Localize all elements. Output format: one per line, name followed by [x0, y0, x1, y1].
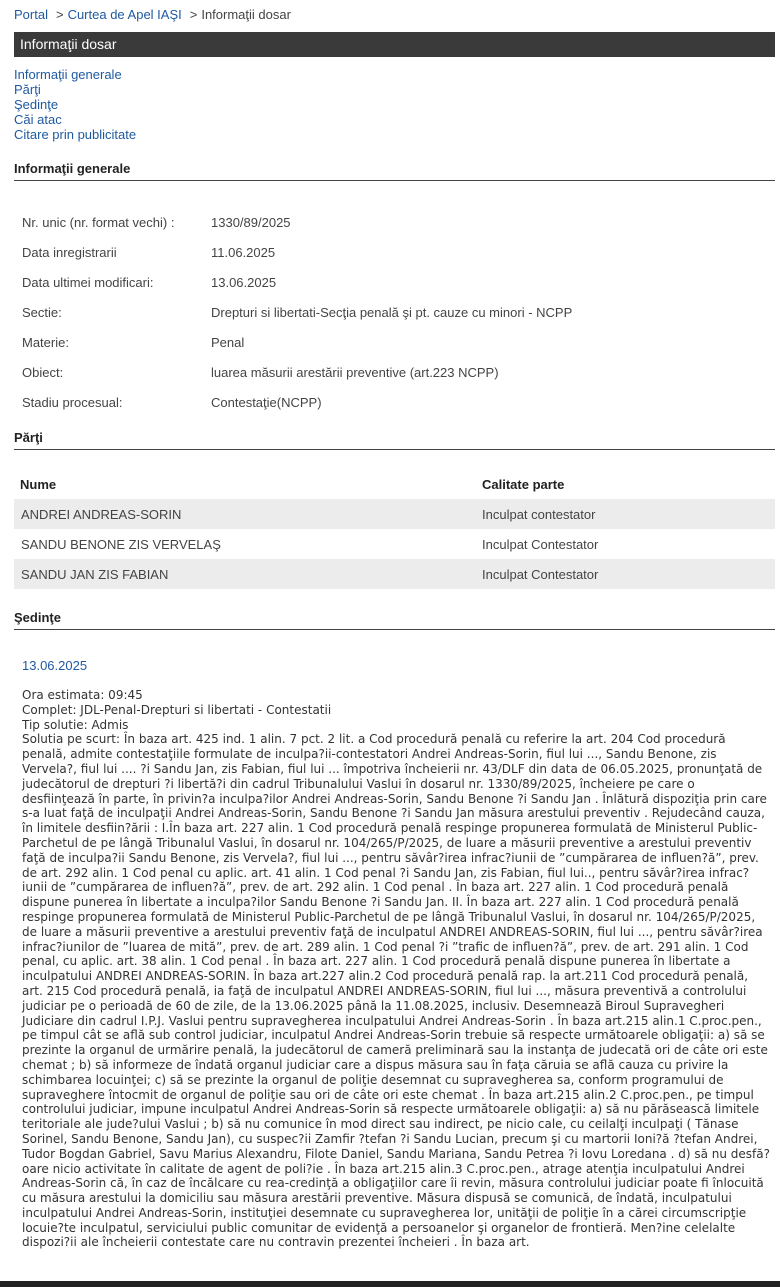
- nav-link-citare-publicitate[interactable]: Citare prin publicitate: [14, 127, 137, 142]
- hearing-time: Ora estimata: 09:45: [22, 688, 143, 702]
- hearing-details: [22, 688, 770, 1250]
- breadcrumb-separator: >: [189, 7, 198, 22]
- breadcrumb-portal-link[interactable]: Portal: [14, 7, 48, 22]
- bottom-bar: [0, 1281, 780, 1287]
- section-heading-informatii-generale: Informaţii generale: [14, 161, 775, 181]
- info-value: 11.06.2025: [211, 244, 276, 260]
- info-label: Data inregistrarii: [22, 244, 117, 260]
- info-value: Drepturi si libertati-Secţia penală şi pt. cauze cu minori - NCPP: [211, 304, 573, 320]
- section-heading-sedinte: Şedinţe: [14, 610, 775, 630]
- hearing-date-link[interactable]: 13.06.2025: [22, 658, 88, 673]
- table-row: [14, 499, 775, 529]
- info-value: 1330/89/2025: [211, 214, 291, 230]
- info-label: Nr. unic (nr. format vechi) :: [22, 214, 175, 230]
- breadcrumb-current: Informaţii dosar: [201, 7, 291, 22]
- info-row: [22, 237, 762, 267]
- info-value: Contestaţie(NCPP): [211, 394, 322, 410]
- column-header-calitate: Calitate parte: [482, 476, 565, 492]
- info-label: Materie:: [22, 334, 69, 350]
- nav-link-sedinte[interactable]: Şedinţe: [14, 97, 59, 112]
- info-label: Stadiu procesual:: [22, 394, 123, 410]
- section-nav: [14, 67, 136, 142]
- column-header-nume: Nume: [20, 476, 57, 492]
- breadcrumb-separator: >: [55, 7, 64, 22]
- solution-type: Tip solutie: Admis: [22, 717, 129, 732]
- nav-link-cai-atac[interactable]: Căi atac: [14, 112, 62, 127]
- table-row: [14, 559, 775, 589]
- nav-link-informatii-generale[interactable]: Informaţii generale: [14, 67, 122, 82]
- table-header-row: [14, 469, 775, 499]
- info-row: [22, 297, 762, 327]
- info-value: Penal: [211, 334, 245, 350]
- info-label: Obiect:: [22, 364, 64, 380]
- info-row: [22, 357, 762, 387]
- info-value: luarea măsurii arestării preventive (art.223 NCPP): [211, 364, 499, 380]
- info-row: [22, 387, 762, 417]
- hearing-panel: Complet: JDL-Penal-Drepturi si libertati - Contestatii: [22, 702, 332, 717]
- info-row: [22, 207, 762, 237]
- party-name: ANDREI ANDREAS-SORIN: [14, 499, 475, 529]
- info-value: 13.06.2025: [211, 274, 277, 290]
- general-info-table: [22, 207, 762, 417]
- nav-link-parti[interactable]: Părţi: [14, 82, 41, 97]
- page-title: Informaţii dosar: [14, 32, 775, 57]
- info-label: Data ultimei modificari:: [22, 274, 154, 290]
- info-label: Sectie:: [22, 304, 62, 320]
- party-role: Inculpat Contestator: [482, 536, 599, 552]
- info-row: [22, 267, 762, 297]
- breadcrumb-court-link[interactable]: Curtea de Apel IAŞI: [67, 7, 182, 22]
- party-name: SANDU BENONE ZIS VERVELAŞ: [21, 536, 221, 552]
- section-heading-parti: Părţi: [14, 430, 775, 450]
- parti-table: [14, 469, 775, 589]
- breadcrumb: [14, 7, 291, 22]
- party-role: Inculpat Contestator: [475, 559, 775, 589]
- party-role: Inculpat contestator: [475, 499, 775, 529]
- party-name: SANDU JAN ZIS FABIAN: [14, 559, 475, 589]
- info-row: [22, 327, 762, 357]
- table-row: [14, 529, 775, 559]
- solution-summary: Solutia pe scurt: În baza art. 425 ind. 1 alin. 7 pct. 2 lit. a Cod procedură penală cu referire la art. 204 Cod procedură penală, admite contestaţiile formulate de inculpa?ii-contestatori Andrei Andreas-Sorin, fiul lui ..., Sandu Benone, zis Vervela?, fiul lui .... ?i Sandu Jan, zis Fabian, fiul lui ... împotriva încheierii nr. 43/DLF din data de 06.05.2025, pronunţată de judecătorul de drepturi ?i libertă?i din cadrul Tribunalului Vaslui în dosarul nr. 1330/89/2025, încheiere pe care o desfiinţează în parte, în privin?a inculpa?ilor Andrei Andreas-Sorin, Sandu Benone ?i Sandu Jan . Înlătură dispoziţia prin care s-a luat faţă de inculpaţii Andrei Andreas-Sorin, Sandu Benone ?i Sandu Jan măsura arestului preventiv . Rejudecând cauza, în limitele desfiin?ării : I.În baza art. 227 alin. 1 Cod procedură penală respinge propunerea formulată de Ministerul Public-Parchetul de pe lângă Tribunalul Vaslui, în dosarul nr. 104/265/P/2025, de luare a măsurii preventive a arestului preventiv faţă de inculpa?ii Sandu Benone, zis Vervela?, fiul lui ..., pentru săvâr?irea infrac?iunii de ”cumpărarea de influen?ă”, prev. de art. 292 alin. 1 Cod penal cu aplic. art. 41 alin. 1 Cod penal ?i Sandu Jan, zis Fabian, fiul lui.., pentru săvâr?irea infrac?iunii de ”cumpărarea de influen?ă”, prev. de art. 292 alin. 1 Cod penal . În baza art. 227 alin. 1 Cod procedură penală dispune punerea în libertate a inculpa?ilor Sandu Benone ?i Sandu Jan. II. În baza art. 227 alin. 1 Cod procedură penală respinge propunerea formulată de Ministerul Public-Parchetul de pe lângă Tribunalul Vaslui, în dosarul nr. 104/265/P/2025, de luare a măsurii preventive a arestului preventiv faţă de inculpatul ANDREI ANDREAS-SORIN, fiul lui ..., pentru săvâr?irea infrac?iunilor de ”luarea de mită”, prev. de art. 289 alin. 1 Cod penal ?i ”trafic de influen?ă”, prev. de art. 291 alin. 1 Cod penal, cu aplic. art. 38 alin. 1 Cod penal . În baza art. 227 alin. 1 Cod procedură penală dispune punerea în libertate a inculpatului ANDREI ANDREAS-SORIN. În baza art.227 alin.2 Cod procedură penală rap. la art.211 Cod procedură penală, art. 215 Cod procedură penală, ia faţă de inculpatul ANDREI ANDREAS-SORIN, fiul lui ..., măsura preventivă a controlului judiciar pe o perioadă de 60 de zile, de la 13.06.2025 până la 11.08.2025, inclusiv. Desemnează Biroul Supravegheri Judiciare din cadrul I.P.J. Vaslui pentru supravegherea inculpatului Andrei Andreas-Sorin . În baza art.215 alin.1 C.proc.pen., pe timpul cât se află sub control judiciar, inculpatul Andrei Andreas-Sorin trebuie să respecte următoarele obligaţii: a) să se prezinte la organul de urmărire penală, la judecătorul de cameră preliminară sau la instanţa de judecată ori de câte ori este chemat ; b) să informeze de îndată organul judiciar care a dispus măsura sau în faţa căruia se află cauza cu privire la schimbarea locuinţei; c) să se prezinte la organul de poliţie desemnat cu supravegherea sa, conform programului de supraveghere întocmit de organul de poliţie sau ori de câte ori este chemat . În baza art.215 alin.2 C.proc.pen., pe timpul controlului judiciar, impune inculpatul Andrei Andreas-Sorin să respecte următoarele obligaţii: a) să nu părăsească limitele teritoriale ale jude?ului Vaslui ; b) să nu comunice în mod direct sau indirect, pe nicio cale, cu ceilalţi inculpaţi ( Tănase Sorinel, Sandu Benone, Sandu Jan), cu suspec?ii Zamfir ?tefan ?i Sandu Lucian, precum şi cu martorii Ioni?ă ?tefan Andrei, Tudor Bogdan Gabriel, Savu Marius Alexandru, Filote Daniel, Sandu Mariana, Sandu Petrea ?i Iovu Loredana . d) să nu desfă?oare nicio activitate în calitate de agent de poli?ie . În baza art.215 alin.3 C.proc.pen., atrage atenţia inculpatului Andrei Andreas-Sorin că, în caz de încălcare cu rea-credinţă a obligaţiilor care îi revin, măsura controlului judiciar poate fi înlocuită cu măsura arestului la domiciliu sau măsura arestării preventive. Măsura dispusă se comunică, de îndată, inculpatului inculpatului Andrei Andreas-Sorin, instituţiei desemnate cu supravegherea lor, unităţii de poliţie în a cărei circumscripţie locuie?te inculpatul, serviciului public comunitar de evidenţă a persoanelor şi organelor de frontieră. Men?ine celelalte dispozi?ii ale încheierii contestate care nu contravin prezentei încheieri . În baza art.: [22, 732, 770, 1250]
